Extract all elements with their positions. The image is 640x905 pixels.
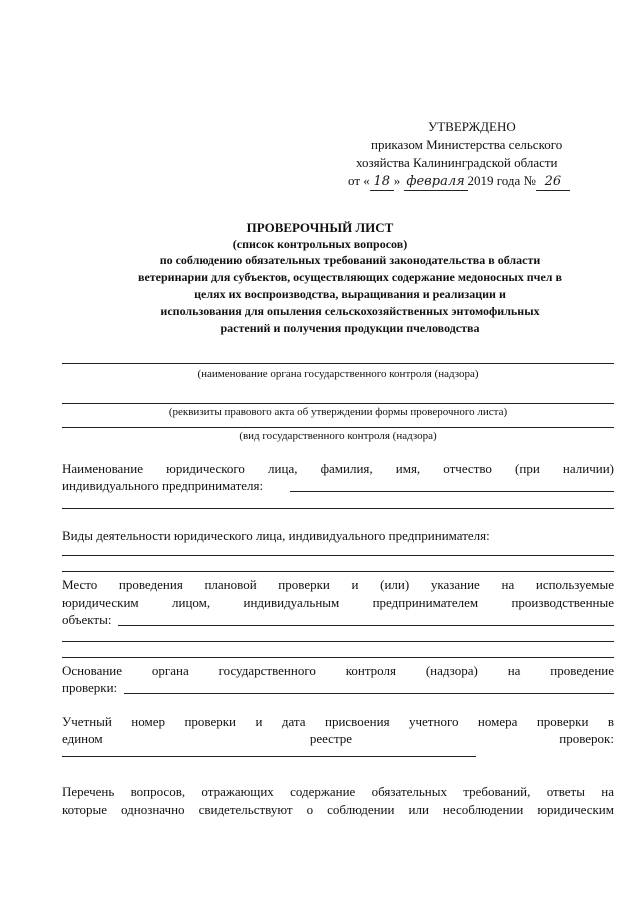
date-day: 18: [370, 173, 394, 191]
activity-types-field[interactable]: [62, 555, 614, 556]
account-number-label-2: едином реестре проверок:: [62, 731, 614, 746]
approval-date-line: [348, 172, 570, 191]
place-label: Место проведения плановой проверки и (или) указание на используемые: [62, 577, 614, 592]
checklist-heading-line-1: по соблюдению обязательных требований законодательства в области: [159, 253, 541, 267]
checklist-title: ПРОВЕРОЧНЫЙ ЛИСТ: [246, 220, 394, 235]
control-type-caption: (вид государственного контроля (надзора): [239, 430, 437, 442]
approval-line-2: хозяйства Калининградской области: [356, 155, 558, 170]
activity-types-field-2[interactable]: [62, 571, 614, 572]
act-details-caption: (реквизиты правового акта об утверждении формы проверочного листа): [168, 406, 508, 418]
questions-intro: Перечень вопросов, отражающих содержание обязательных требований, ответы на: [62, 784, 614, 799]
basis-label: Основание органа государственного контроля (надзора) на проведение: [62, 663, 614, 678]
entity-name-label-2: индивидуального предпринимателя:: [62, 478, 264, 493]
checklist-heading-line-3: целях их воспроизводства, выращивания и реализации и: [194, 287, 506, 301]
account-number-field[interactable]: [62, 756, 476, 757]
order-number: 26: [536, 173, 570, 191]
entity-name-field-2[interactable]: [62, 508, 614, 509]
authority-caption: (наименование органа государственного контроля (надзора): [197, 368, 479, 380]
place-field[interactable]: [118, 625, 614, 626]
account-number-label: Учетный номер проверки и дата присвоения учетного номера проверки в: [62, 714, 614, 729]
basis-field[interactable]: [124, 693, 614, 694]
place-field-3[interactable]: [62, 657, 614, 658]
control-type-line: [62, 427, 614, 428]
questions-intro-2: которые однозначно свидетельствуют о соблюдении или несоблюдении юридическим: [62, 802, 614, 817]
activity-types-label: Виды деятельности юридического лица, индивидуального предпринимателя:: [62, 528, 490, 543]
date-year: 2019 года №: [467, 173, 536, 188]
approval-title: УТВЕРЖДЕНО: [428, 119, 516, 134]
place-label-2: юридическим лицом, индивидуальным предпринимателем производственные: [62, 595, 614, 610]
place-label-3: объекты:: [62, 612, 112, 627]
act-details-line: [62, 403, 614, 404]
checklist-heading-line-4: использования для опыления сельскохозяйственных энтомофильных: [160, 304, 540, 318]
date-mid: »: [393, 173, 401, 188]
entity-name-label: Наименование юридического лица, фамилия, имя, отчество (при наличии): [62, 461, 614, 476]
checklist-subtitle: (список контрольных вопросов): [232, 237, 408, 251]
place-field-2[interactable]: [62, 641, 614, 642]
basis-label-2: проверки:: [62, 680, 118, 695]
date-month: февраля: [404, 173, 468, 191]
checklist-heading-line-2: ветеринарии для субъектов, осуществляющих содержание медоносных пчел в: [137, 270, 562, 284]
entity-name-field[interactable]: [290, 491, 614, 492]
checklist-heading-line-5: растений и получения продукции пчеловодства: [220, 321, 480, 335]
authority-line: [62, 363, 614, 364]
approval-line-1: приказом Министерства сельского: [371, 137, 563, 152]
date-prefix: от «: [348, 173, 370, 188]
